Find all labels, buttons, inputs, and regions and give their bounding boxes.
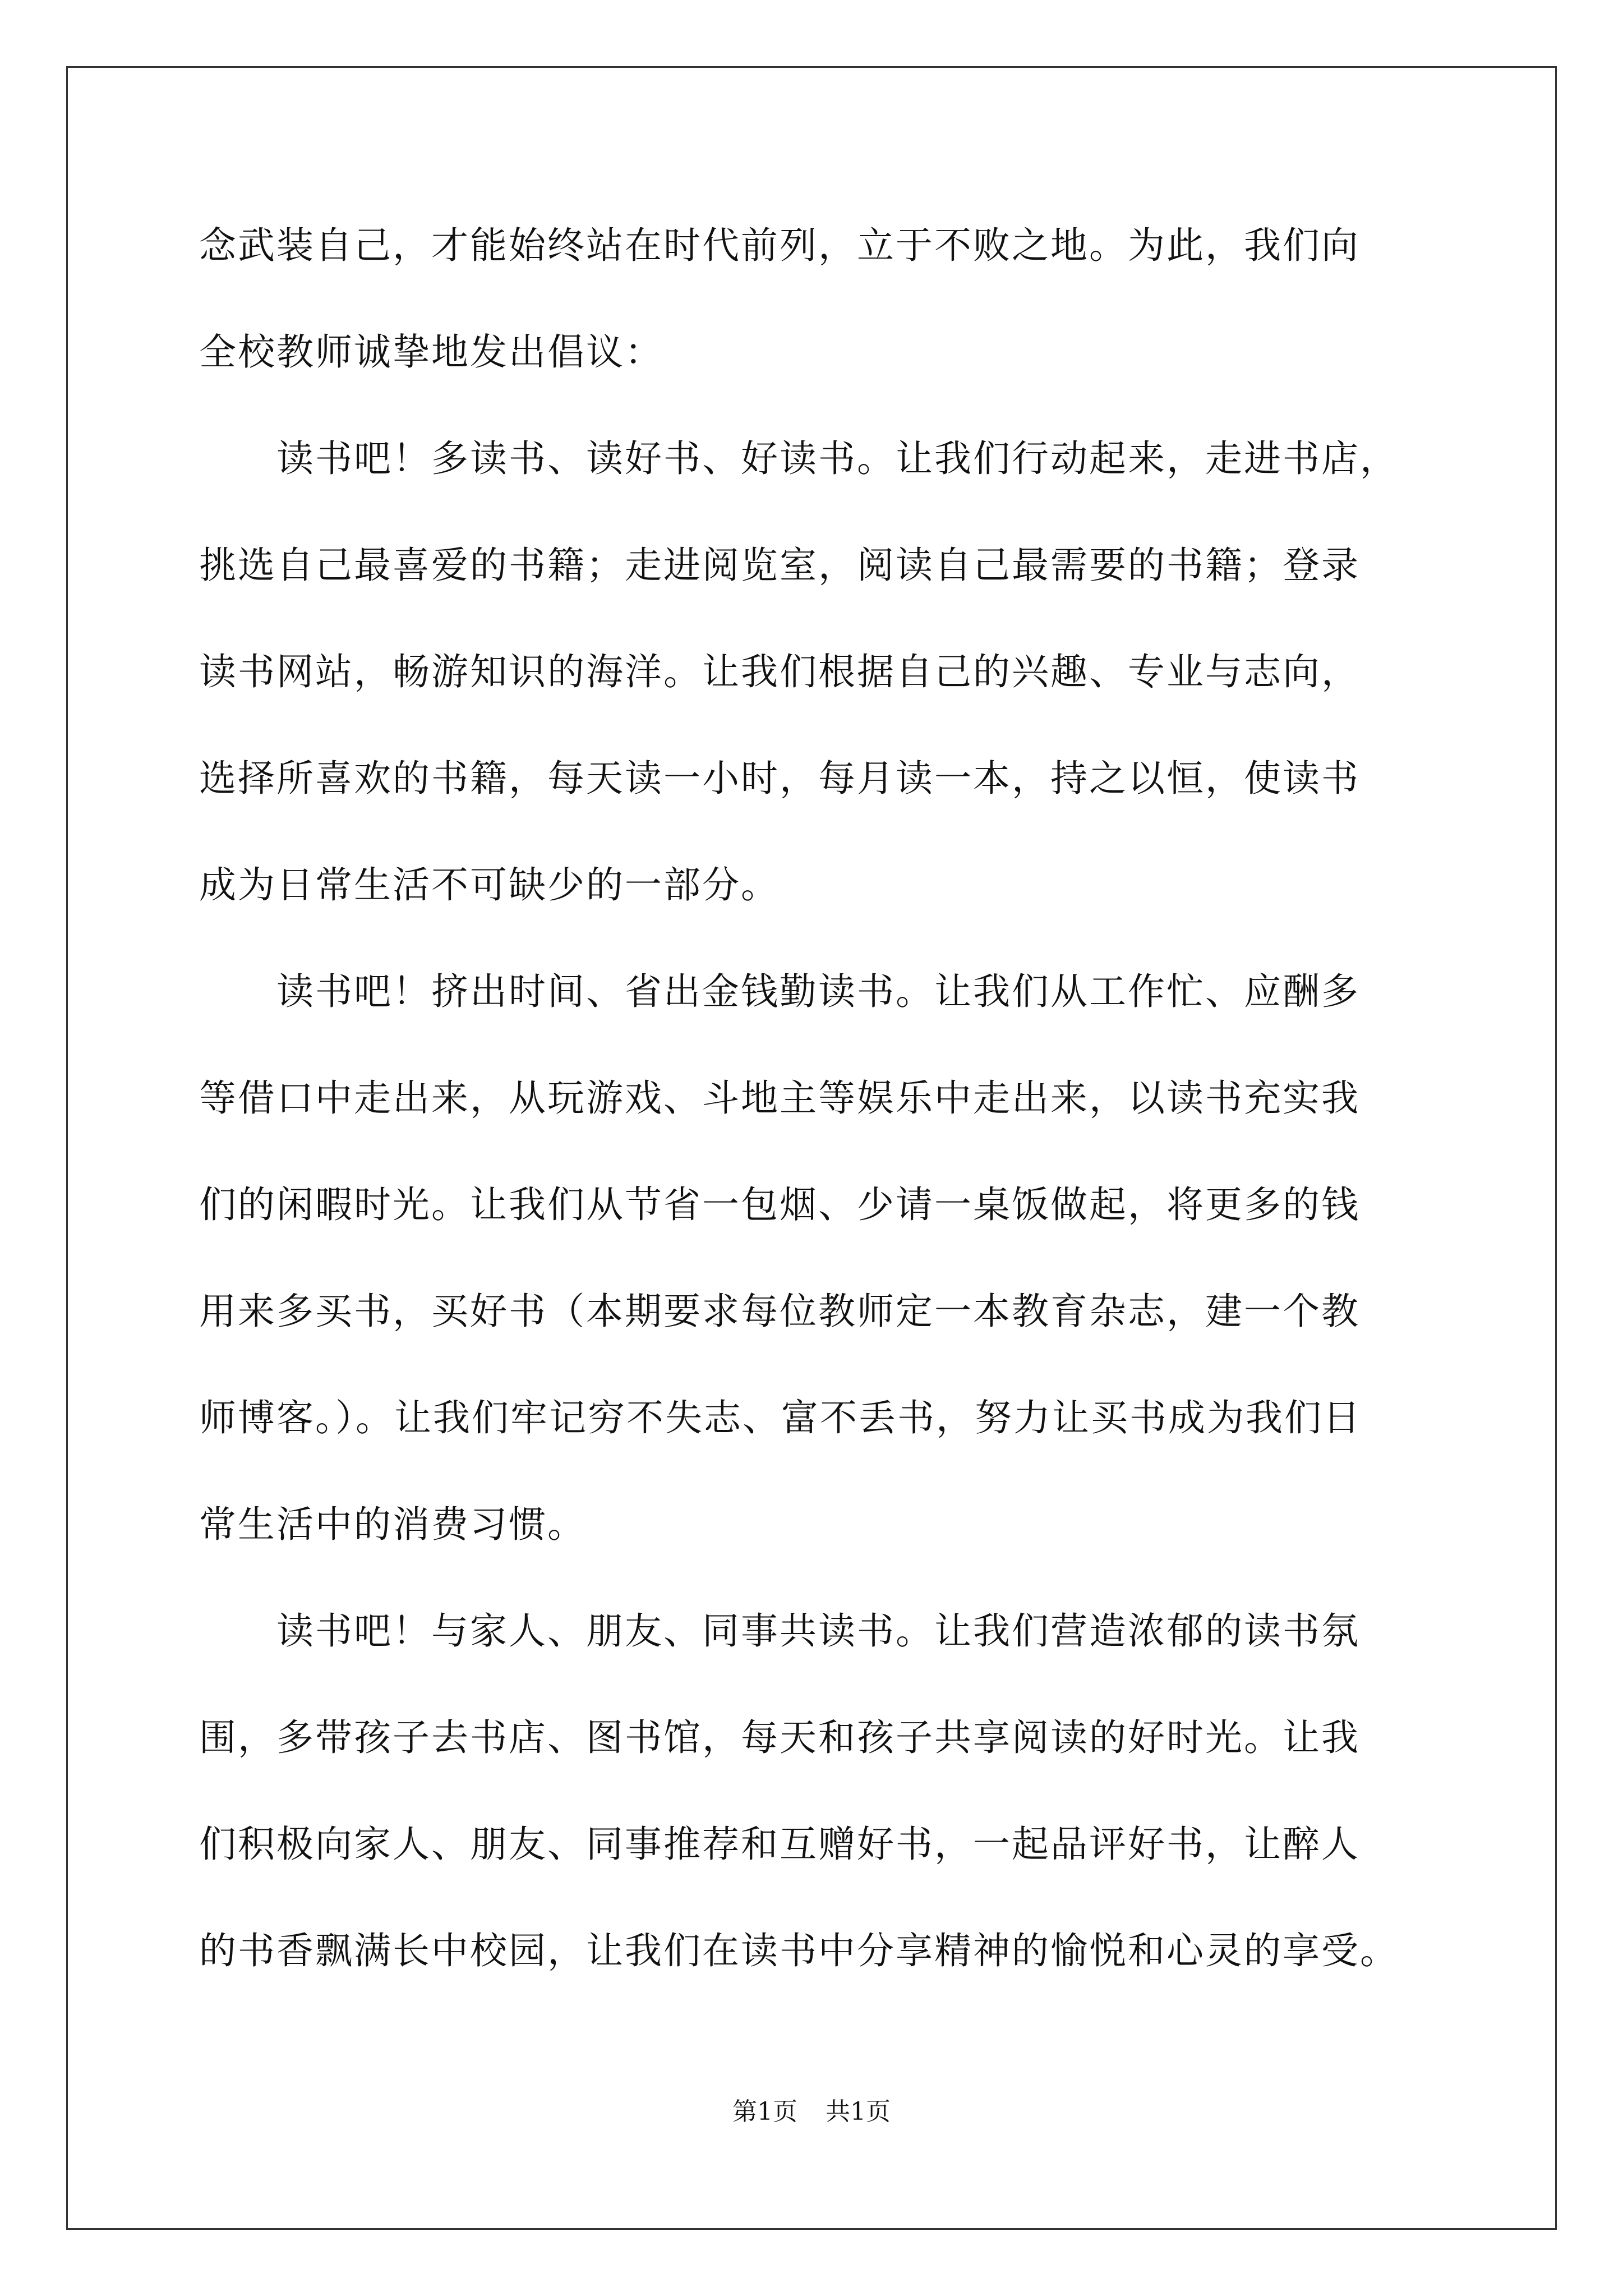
text-line: 围，多带孩子去书店、图书馆，每天和孩子共享阅读的好时光。让我: [199, 1716, 1360, 1759]
page-total: 共1页: [826, 2097, 891, 2126]
text-line: 挑选自己最喜爱的书籍；走进阅览室，阅读自己最需要的书籍；登录: [199, 544, 1360, 587]
text-line: 读书吧！挤出时间、省出金钱勤读书。让我们从工作忙、应酬多: [199, 970, 1360, 1013]
page-number: 第1页: [732, 2097, 797, 2126]
text-line: 成为日常生活不可缺少的一部分。: [199, 863, 780, 907]
text-line: 们积极向家人、朋友、同事推荐和互赠好书，一起品评好书，让醉人: [199, 1823, 1360, 1866]
text-line: 读书网站，畅游知识的海洋。让我们根据自己的兴趣、专业与志向，: [199, 650, 1360, 693]
text-line: 选择所喜欢的书籍，每天读一小时，每月读一本，持之以恒，使读书: [199, 757, 1360, 800]
text-line: 师博客。）。让我们牢记穷不失志、富不丢书，努力让买书成为我们日: [199, 1396, 1362, 1439]
text-line: 常生活中的消费习惯。: [199, 1503, 586, 1546]
text-line: 读书吧！与家人、朋友、同事共读书。让我们营造浓郁的读书氛: [199, 1609, 1360, 1653]
page-footer: [0, 2095, 1623, 2129]
document-body: [199, 218, 1438, 2030]
text-line: 读书吧！多读书、读好书、好读书。让我们行动起来，走进书店，: [199, 437, 1399, 480]
text-line: 的书香飘满长中校园，让我们在读书中分享精神的愉悦和心灵的享受。: [199, 1929, 1399, 1972]
text-line: 念武装自己，才能始终站在时代前列，立于不败之地。为此，我们向: [199, 224, 1360, 267]
text-line: 用来多买书，买好书（本期要求每位教师定一本教育杂志，建一个教: [199, 1290, 1360, 1333]
text-line: 等借口中走出来，从玩游戏、斗地主等娱乐中走出来，以读书充实我: [199, 1076, 1360, 1120]
text-line: 们的闲暇时光。让我们从节省一包烟、少请一桌饭做起，将更多的钱: [199, 1183, 1360, 1226]
text-line: 全校教师诚挚地发出倡议：: [199, 330, 663, 374]
